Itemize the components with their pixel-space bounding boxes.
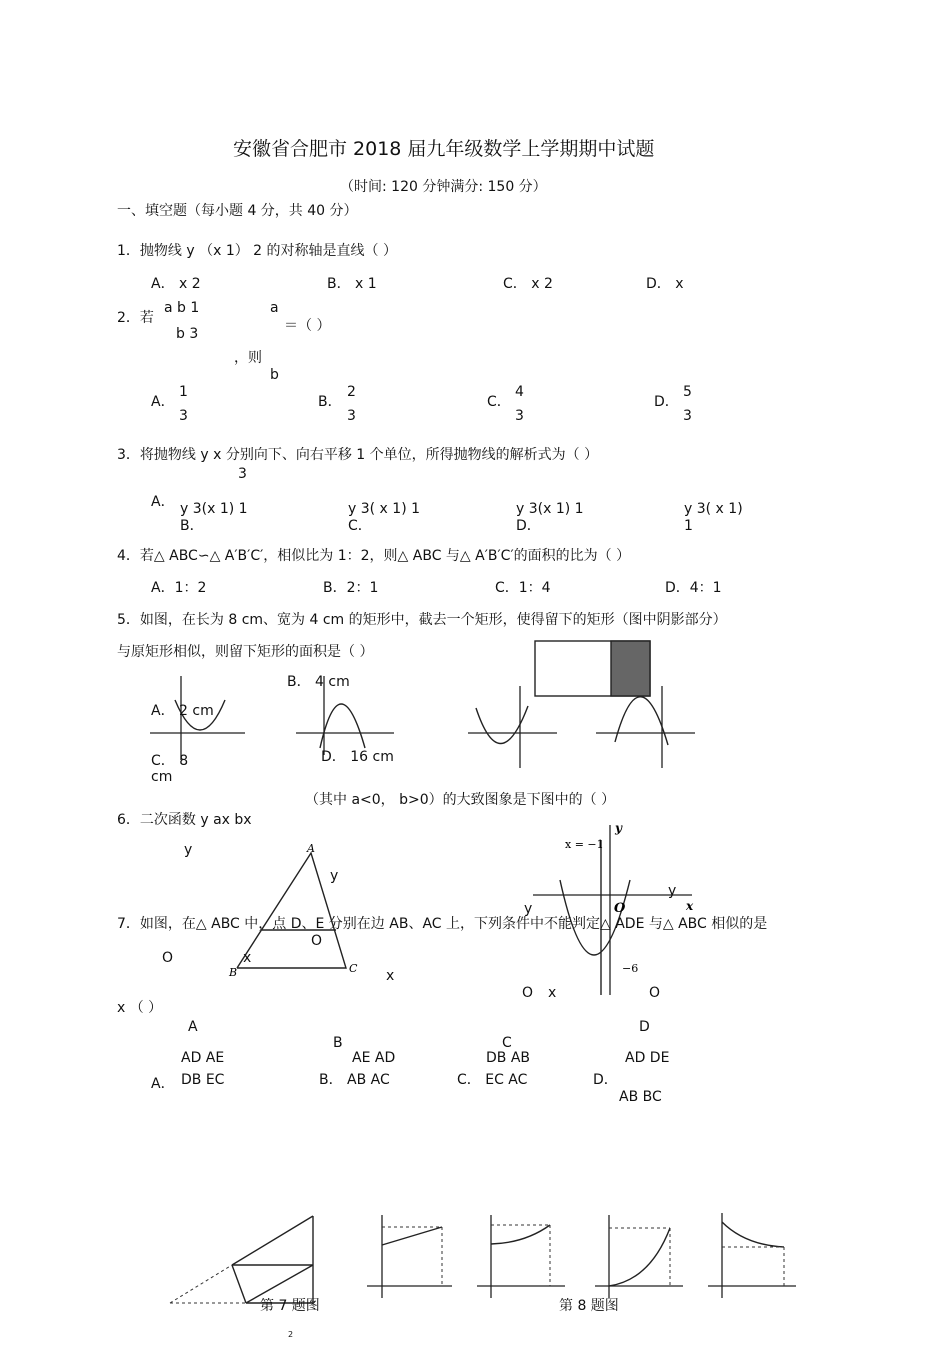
q7-option-b: B． AB AC <box>319 1072 390 1088</box>
q7-d-top: AD DE <box>625 1050 670 1066</box>
question-5-line1: 5．如图，在长为 8 cm、宽为 4 cm 的矩形中，截去一个矩形，使得留下的矩形（图中阴影部分） <box>117 612 727 628</box>
q5-option-d: D． 16 cm <box>321 749 394 765</box>
q6-option-a-label: A <box>188 1019 198 1035</box>
question-5-line2: 与原矩形相似，则留下矩形的面积是（ ） <box>117 644 374 660</box>
question-1: 1．抛物线 y （x 1） 2 的对称轴是直线（ ） <box>117 243 397 259</box>
q2-option-d: D． <box>654 394 679 410</box>
graph-label-y: y <box>184 842 193 858</box>
x-axis-label: x <box>686 899 694 913</box>
vertex-c-label: C <box>349 962 358 975</box>
question-2-prefix: 2．若 <box>117 310 154 326</box>
question-3: 3．将抛物线 y x 分别向下、向右平移 1 个单位，所得抛物线的解析式为（ ） <box>117 447 599 463</box>
q3-denominator: 3 <box>238 466 247 482</box>
section-heading: 一、填空题（每小题 4 分，共 40 分） <box>117 203 358 219</box>
q7-a-top: AD AE <box>181 1050 225 1066</box>
q2-option-a: A． <box>151 394 175 410</box>
q2-then: ，则 <box>234 350 262 366</box>
graph-label-x: x <box>548 985 557 1001</box>
graph-label-o: O <box>162 950 174 966</box>
graph-label-x: x <box>243 950 252 966</box>
q5-option-b: B． 4 cm <box>287 674 350 690</box>
q3-option-b: B． <box>180 518 204 534</box>
graph-label-o: O <box>649 985 661 1001</box>
q3-b-expr: y 3( x 1) 1 <box>348 501 421 517</box>
q7-option-d: D． <box>593 1072 618 1088</box>
q3-option-c: C． <box>348 518 372 534</box>
q2-ratio-num: a <box>270 300 279 316</box>
page-number: 2 <box>288 1330 294 1339</box>
q2-suffix: ＝（ ） <box>284 318 331 334</box>
q2-fraction-num: a b 1 <box>164 300 200 316</box>
q4-option-b: B．2：1 <box>323 580 379 596</box>
q7-answer-paren: x （ ） <box>117 1000 163 1016</box>
q7-d-bottom: AB BC <box>619 1089 662 1105</box>
q2-d-num: 5 <box>683 384 692 400</box>
q7-a-bottom: DB EC <box>181 1072 225 1088</box>
q2-b-den: 3 <box>347 408 356 424</box>
exam-info: （时间: 120 分钟满分: 150 分） <box>340 179 547 195</box>
q2-d-den: 3 <box>683 408 692 424</box>
graph-label-y: y <box>330 868 339 884</box>
q2-a-num: 1 <box>179 384 188 400</box>
q4-option-c: C．1：4 <box>495 580 551 596</box>
fig8-caption: 第 8 题图 <box>559 1298 619 1314</box>
question-4: 4．若△ ABC∽△ A′B′C′，相似比为 1：2，则△ ABC 与△ A′B′C′的面积的比为（ ） <box>117 548 631 564</box>
q1-option-d: D． x <box>646 276 684 292</box>
q2-option-b: B． <box>318 394 342 410</box>
q3-option-d: D． <box>516 518 541 534</box>
q4-option-a: A．1：2 <box>151 580 207 596</box>
q5-option-c-unit: cm <box>151 769 173 785</box>
q2-fraction-den: b 3 <box>176 326 199 342</box>
q7-b-top: AE AD <box>352 1050 396 1066</box>
q4-option-d: D．4：1 <box>665 580 722 596</box>
q2-b-num: 2 <box>347 384 356 400</box>
page-title: 安徽省合肥市 2018 届九年级数学上学期期中试题 <box>233 138 655 160</box>
q2-c-den: 3 <box>515 408 524 424</box>
q2-c-num: 4 <box>515 384 524 400</box>
q7-option-a: A． <box>151 1076 175 1092</box>
question-7: 7．如图，在△ ABC 中，点 D、E 分别在边 AB、AC 上，下列条件中不能判定△ ADE 与△ ABC 相似的是 <box>117 916 768 932</box>
q3-a-expr: y 3(x 1) 1 <box>180 501 248 517</box>
origin-label: O <box>614 901 626 916</box>
question-6-prefix: 6．二次函数 y ax bx <box>117 812 252 828</box>
graph-label-y: y <box>524 901 533 917</box>
vertex-value-label: −6 <box>622 962 639 975</box>
axis-of-symmetry-label: x = −1 <box>565 838 604 851</box>
q2-option-c: C． <box>487 394 511 410</box>
vertex-a-label: A <box>307 842 315 855</box>
vertex-b-label: B <box>229 966 238 979</box>
q5-option-c: C． 8 <box>151 753 189 769</box>
graph-label-o: O <box>311 933 323 949</box>
q5-option-a: A． 2 cm <box>151 703 214 719</box>
q7-c-top: DB AB <box>486 1050 531 1066</box>
q3-option-a: A． <box>151 494 175 510</box>
q3-d-expr: y 3( x 1) <box>684 501 743 517</box>
q6-option-d-label: D <box>639 1019 650 1035</box>
question-6-suffix: （其中 a<0， b>0）的大致图象是下图中的（ ） <box>305 792 616 808</box>
q6-option-c-label: C <box>502 1035 512 1051</box>
q2-ratio-den: b <box>270 367 279 383</box>
graph-label-x: x <box>386 968 395 984</box>
y-axis-label: y <box>615 821 622 835</box>
graph-label-y: y <box>668 883 677 899</box>
graph-label-o: O <box>522 985 534 1001</box>
q1-option-b: B． x 1 <box>327 276 377 292</box>
q1-option-c: C． x 2 <box>503 276 553 292</box>
q6-option-b-label: B <box>333 1035 343 1051</box>
q2-a-den: 3 <box>179 408 188 424</box>
q3-d-const: 1 <box>684 518 693 534</box>
q7-option-c: C． EC AC <box>457 1072 528 1088</box>
q3-c-expr: y 3(x 1) 1 <box>516 501 584 517</box>
fig7-caption: 第 7 题图 <box>260 1298 320 1314</box>
q1-option-a: A． x 2 <box>151 276 201 292</box>
